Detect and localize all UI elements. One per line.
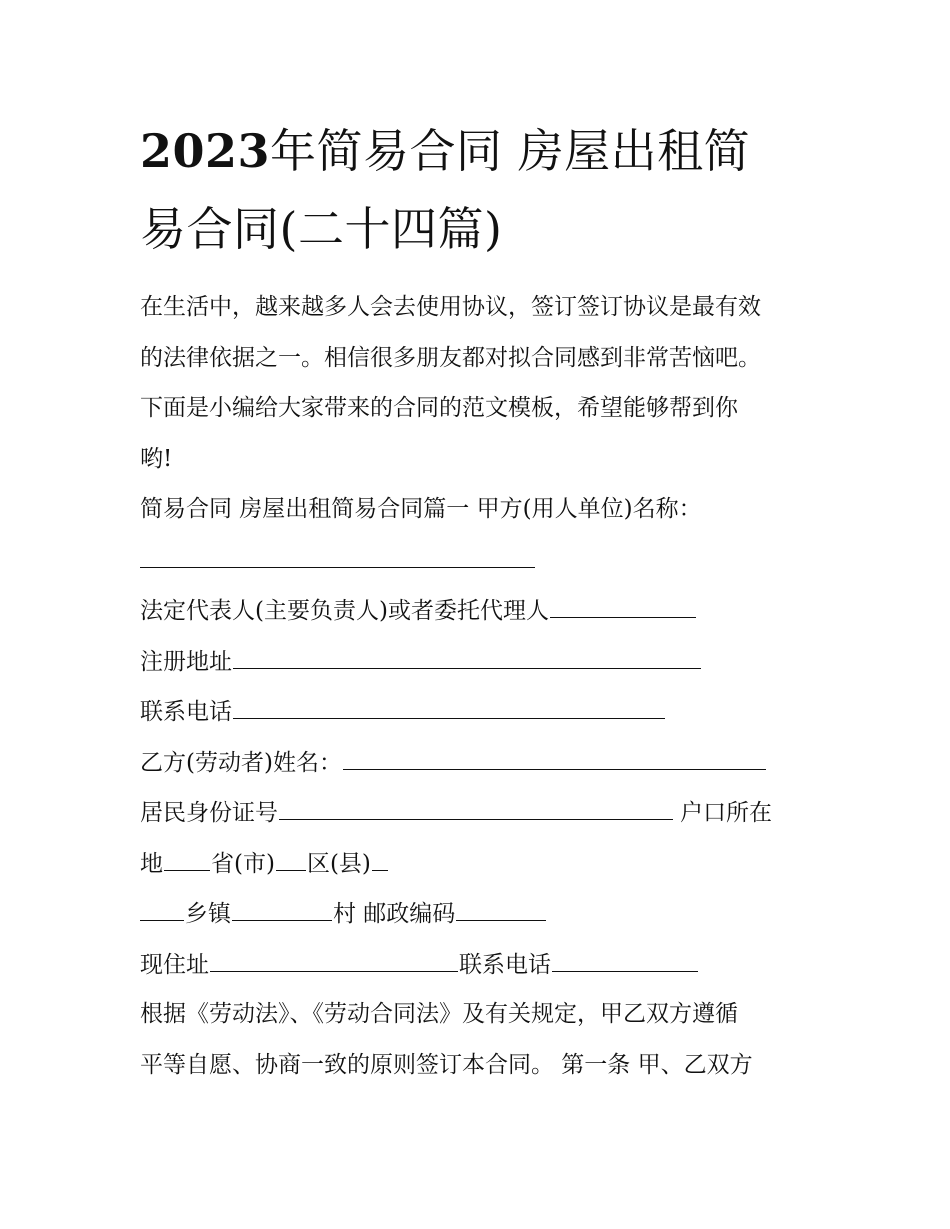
district-tail-blank xyxy=(372,838,388,871)
intro-line-3: 下面是小编给大家带来的合同的范文模板，希望能够帮到你 xyxy=(140,395,738,421)
legal-rep-line xyxy=(140,585,830,636)
current-address-line xyxy=(140,939,830,990)
closing-line-1: 根据《劳动法》、《劳动合同法》及有关规定，甲乙双方遵循 xyxy=(140,1001,738,1027)
current-address-label: 现住址 xyxy=(140,951,209,978)
party-b-name-label: 乙方(劳动者)姓名： xyxy=(140,749,342,776)
reg-address-line xyxy=(140,636,830,687)
document-body xyxy=(140,282,830,1090)
hukou-label-b: 地 xyxy=(140,850,163,877)
hukou-line xyxy=(140,838,830,889)
closing-line-2: 平等自愿、协商一致的原则签订本合同。 第一条 甲、乙双方 xyxy=(140,1051,753,1078)
village-label: 村 邮政编码 xyxy=(333,901,456,927)
intro-line-1: 在生活中，越来越多人会去使用协议，签订签订协议是最有效 xyxy=(140,294,761,320)
legal-rep-label: 法定代表人(主要负责人)或者委托代理人 xyxy=(140,598,549,624)
party-b-name-line xyxy=(140,737,830,788)
district-blank xyxy=(276,838,306,871)
hukou-label-a: 户口所在 xyxy=(680,800,772,826)
party-a-name-blank xyxy=(140,535,535,568)
province-blank xyxy=(164,838,210,871)
reg-address-blank xyxy=(233,636,701,669)
town-line xyxy=(140,888,830,939)
document-title xyxy=(140,112,830,268)
province-label: 省(市) xyxy=(211,850,275,877)
village-blank xyxy=(232,888,332,921)
id-number-label: 居民身份证号 xyxy=(140,800,278,826)
current-address-blank xyxy=(210,939,458,972)
title-year: 2023 xyxy=(140,124,271,178)
postcode-blank xyxy=(456,888,546,921)
phone-label: 联系电话 xyxy=(140,699,232,725)
town-pre-blank xyxy=(140,888,184,921)
id-number-line xyxy=(140,787,830,838)
id-number-blank xyxy=(279,787,673,820)
district-label: 区(县) xyxy=(306,850,371,877)
title-line-1 xyxy=(140,112,830,190)
intro-line-2: 的法律依据之一。相信很多朋友都对拟合同感到非常苦恼吧。 xyxy=(140,344,761,371)
title-line-1-text: 年简易合同 房屋出租简 xyxy=(270,124,751,178)
title-line-2: 易合同(二十四篇) xyxy=(140,202,503,256)
phone-line xyxy=(140,686,830,737)
phone-blank xyxy=(233,686,665,719)
phone2-label: 联系电话 xyxy=(459,951,551,978)
intro-line-4: 哟! xyxy=(140,445,173,472)
legal-rep-blank xyxy=(550,585,696,618)
town-label: 乡镇 xyxy=(185,901,231,927)
reg-address-label: 注册地址 xyxy=(140,648,232,675)
section-heading: 简易合同 房屋出租简易合同篇一 甲方(用人单位)名称： xyxy=(140,496,702,522)
document-content xyxy=(140,112,830,1090)
phone2-blank xyxy=(552,939,698,972)
party-b-name-blank xyxy=(343,737,766,770)
party-a-name-line xyxy=(140,535,830,586)
